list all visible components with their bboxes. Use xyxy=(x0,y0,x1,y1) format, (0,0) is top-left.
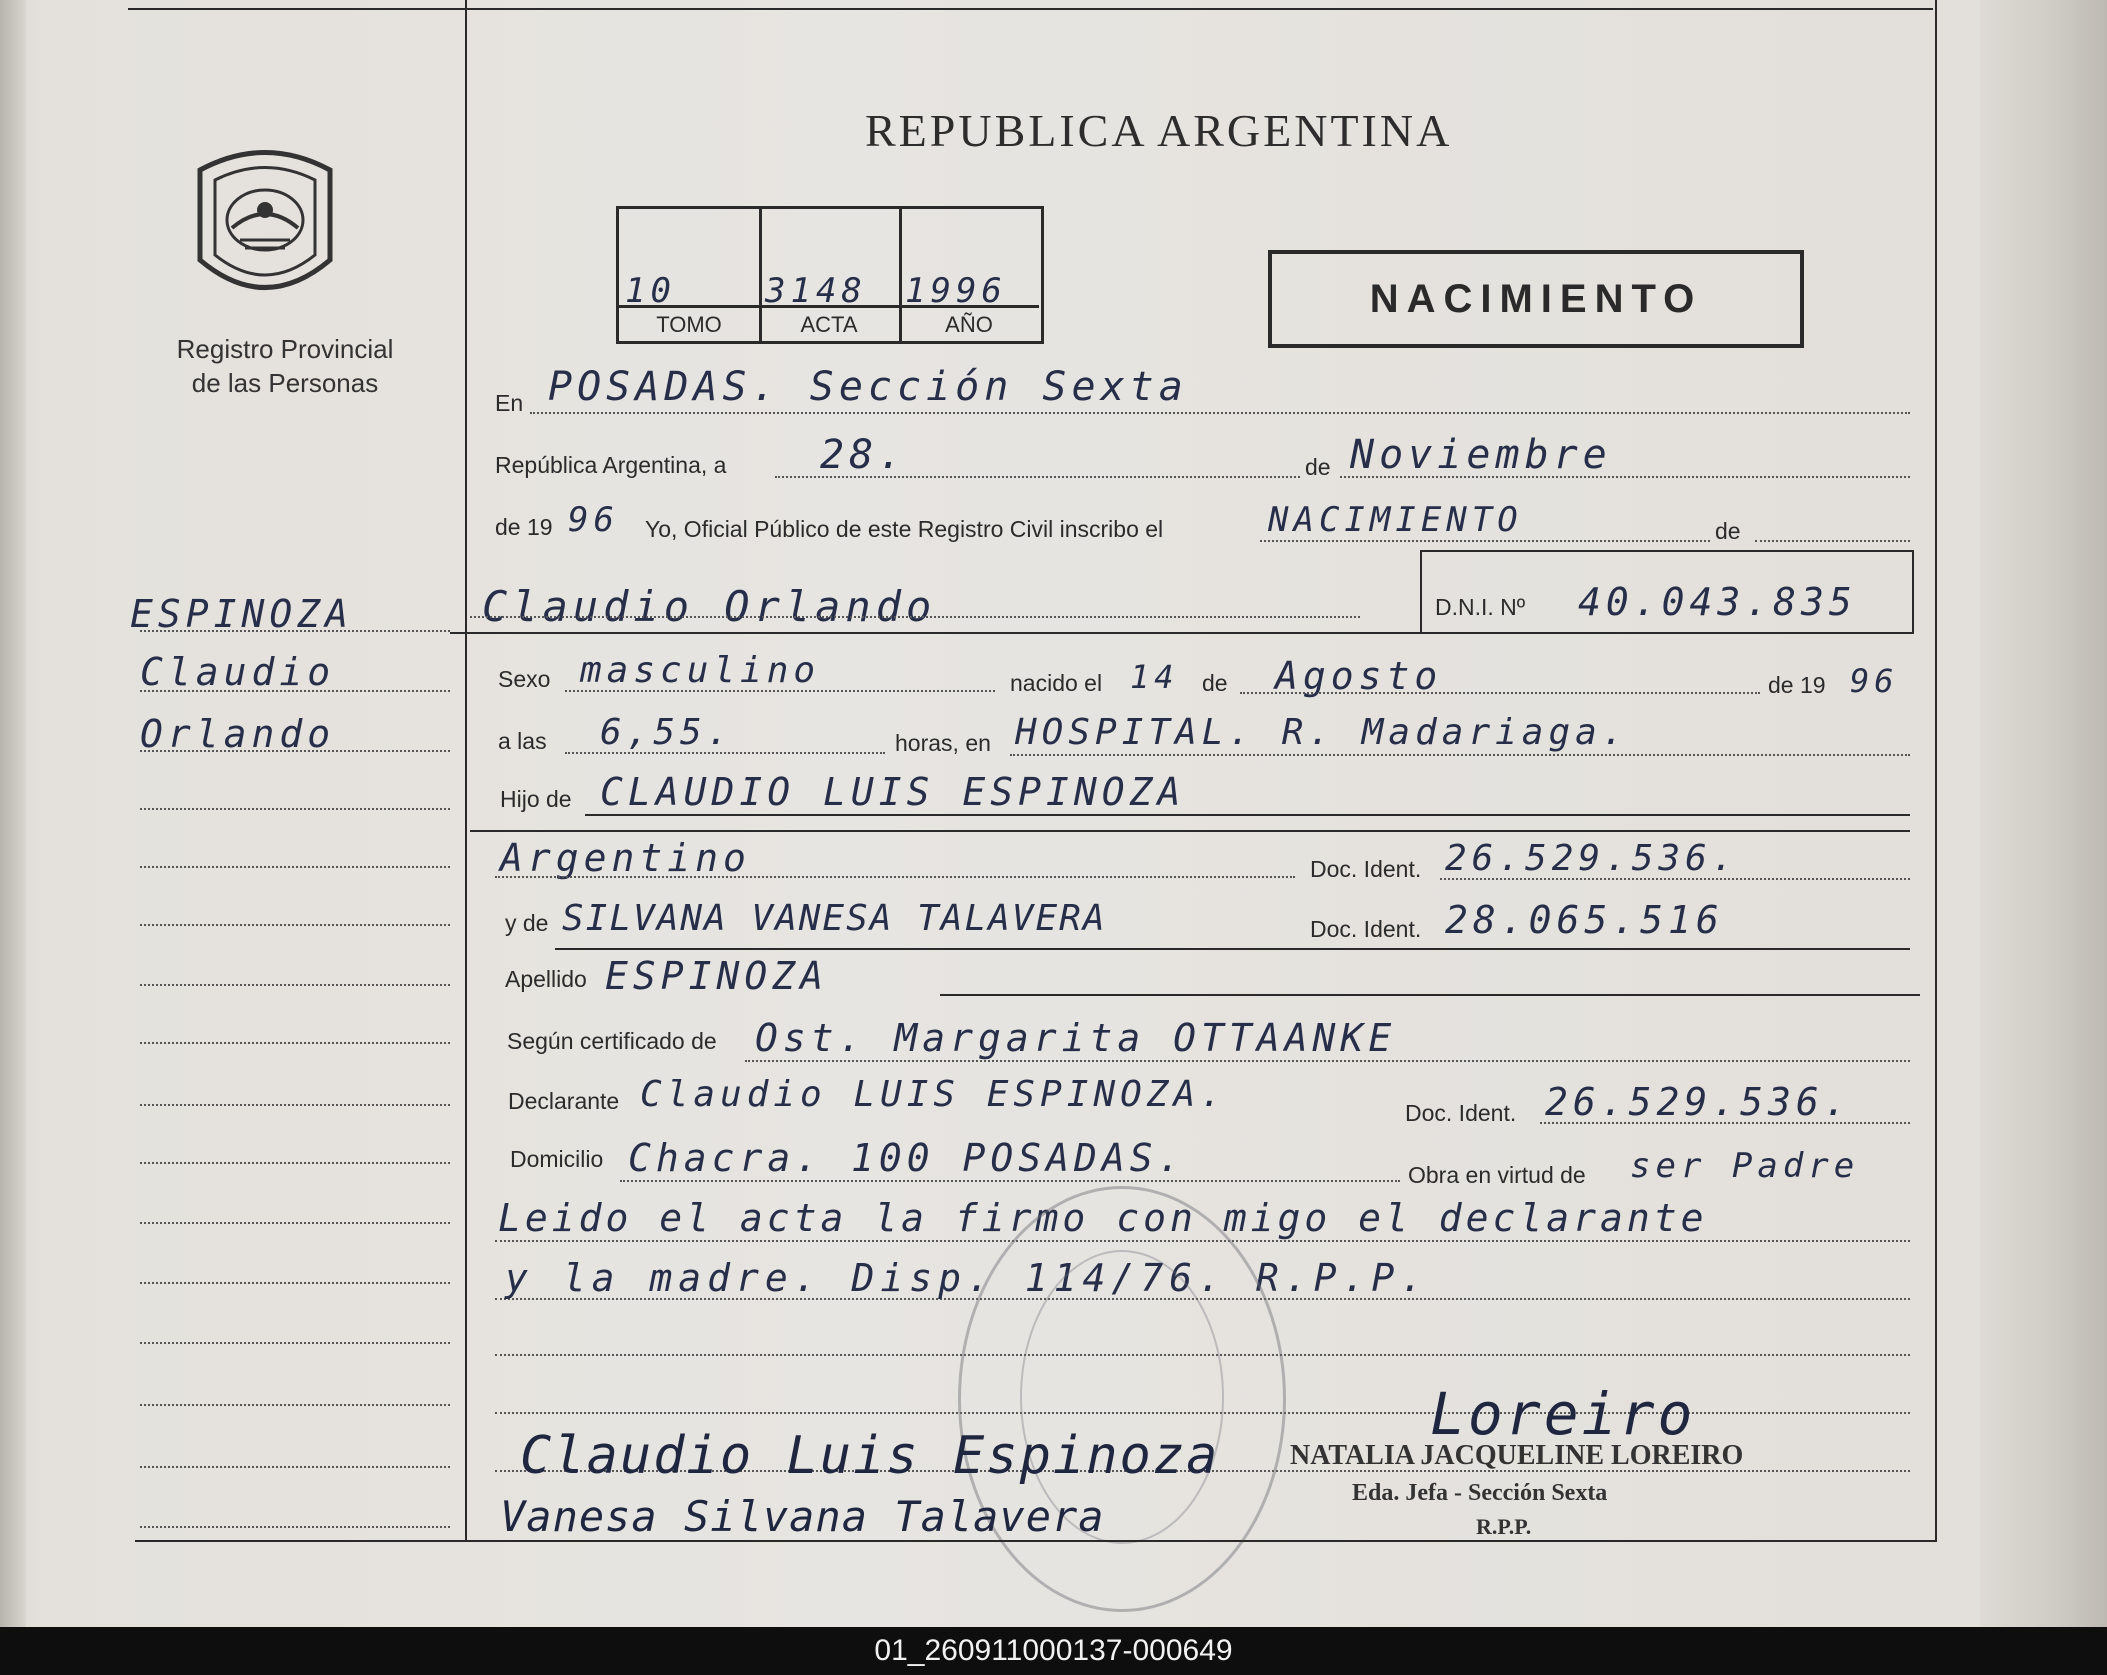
birth-place-value: HOSPITAL. R. Madariaga. xyxy=(1015,712,1629,753)
margin-given-1: Claudio xyxy=(140,650,336,694)
hijo-label: Hijo de xyxy=(500,786,572,812)
section-rule xyxy=(450,632,1910,634)
image-code-footer xyxy=(0,1627,2107,1675)
page-edge-left xyxy=(0,0,26,1627)
father-line xyxy=(585,814,1910,816)
signature-official: Loreiro xyxy=(1430,1380,1696,1448)
birth-place-dotted-line xyxy=(1010,754,1910,756)
ano-label: AÑO xyxy=(899,305,1039,344)
margin-line-11 xyxy=(140,1282,450,1284)
doc-ident-label-3: Doc. Ident. xyxy=(1405,1100,1517,1126)
remarks-line-1: Leido el acta la firmo con migo el declarante xyxy=(498,1196,1708,1240)
margin-line-7 xyxy=(140,1042,450,1044)
declarante-value: Claudio LUIS ESPINOZA. xyxy=(640,1074,1227,1115)
country-title: REPUBLICA ARGENTINA xyxy=(865,105,1453,156)
image-code: 01_260911000137-000649 xyxy=(874,1634,1233,1667)
dni-label: D.N.I. Nº xyxy=(1435,594,1526,620)
birth-day-value: 14 xyxy=(1130,658,1179,696)
margin-surname: ESPINOZA xyxy=(130,592,354,636)
year-suffix-value: 96 xyxy=(568,500,619,540)
margin-line-2 xyxy=(140,750,450,752)
child-given-name: Claudio Orlando xyxy=(482,582,937,631)
margin-line-3 xyxy=(140,808,450,810)
bottom-rule xyxy=(135,1540,1935,1542)
nationality-dotted-line xyxy=(495,876,1295,878)
mother-name: SILVANA VANESA TALAVERA xyxy=(562,898,1107,939)
sexo-value: masculino xyxy=(580,650,821,691)
domicilio-value: Chacra. 100 POSADAS. xyxy=(628,1136,1186,1180)
obra-value: ser Padre xyxy=(1630,1146,1860,1186)
remarks-line-2: y la madre. Disp. 114/76. R.P.P. xyxy=(505,1256,1430,1300)
declarante-doc-value: 26.529.536. xyxy=(1545,1080,1852,1124)
ano-cell xyxy=(899,209,1039,341)
domicilio-dotted-line xyxy=(620,1180,1400,1182)
act-word-value: NACIMIENTO xyxy=(1268,500,1523,540)
de-label: de xyxy=(1305,454,1331,480)
sexo-label: Sexo xyxy=(498,666,551,692)
acta-cell xyxy=(759,209,902,341)
declarante-label: Declarante xyxy=(508,1088,620,1114)
certificado-label: Según certificado de xyxy=(507,1028,717,1054)
mother-line xyxy=(555,948,1910,950)
birth-year-prefix: de 19 xyxy=(1768,672,1826,698)
apellido-value: ESPINOZA xyxy=(605,954,829,998)
nacido-label: nacido el xyxy=(1010,670,1103,696)
birth-month-value: Agosto xyxy=(1275,654,1443,698)
tomo-label: TOMO xyxy=(619,305,759,344)
margin-line-9 xyxy=(140,1162,450,1164)
en-dotted-line xyxy=(530,412,1910,414)
page-edge-right xyxy=(1980,0,2107,1627)
apellido-label: Apellido xyxy=(505,966,587,992)
acta-label: ACTA xyxy=(759,305,899,344)
margin-line-14 xyxy=(140,1466,450,1468)
margin-line-15 xyxy=(140,1526,450,1528)
margin-line-8 xyxy=(140,1104,450,1106)
act-type-box xyxy=(1268,250,1804,348)
de-label-3: de xyxy=(1202,670,1228,696)
acta-value: 3148 xyxy=(765,271,867,311)
act-word-dotted-line xyxy=(1260,540,1710,542)
margin-line-0 xyxy=(140,630,450,632)
domicilio-label: Domicilio xyxy=(510,1146,604,1172)
oficial-text: Yo, Oficial Público de este Registro Civil inscribo el xyxy=(645,516,1164,542)
birth-year-suffix: 96 xyxy=(1850,662,1899,700)
ano-value: 1996 xyxy=(905,271,1007,311)
obra-label: Obra en virtud de xyxy=(1408,1162,1586,1188)
month-value: Noviembre xyxy=(1350,432,1612,478)
signature-father: Claudio Luis Espinoza xyxy=(520,1426,1220,1486)
birth-time-value: 6,55. xyxy=(600,712,734,753)
father-nationality: Argentino xyxy=(500,836,751,880)
registry-name xyxy=(140,332,430,400)
signature-mother: Vanesa Silvana Talavera xyxy=(500,1492,1105,1541)
margin-line-13 xyxy=(140,1404,450,1406)
official-org: R.P.P. xyxy=(1476,1514,1532,1539)
tomo-value: 10 xyxy=(625,271,676,311)
place-value: POSADAS. Sección Sexta xyxy=(548,364,1188,410)
certificado-value: Ost. Margarita OTTAANKE xyxy=(755,1016,1397,1060)
registry-name-line2: de las Personas xyxy=(191,368,379,398)
mother-doc-value: 28.065.516 xyxy=(1445,898,1724,942)
registry-name-line1: Registro Provincial xyxy=(176,334,394,364)
de-dotted-line xyxy=(1755,540,1910,542)
act-type-title: NACIMIENTO xyxy=(1369,276,1703,321)
margin-line-12 xyxy=(140,1342,450,1344)
dni-value: 40.043.835 xyxy=(1578,580,1857,624)
tomo-cell xyxy=(619,209,762,341)
de-label-2: de xyxy=(1715,518,1741,544)
republica-label: República Argentina, a xyxy=(495,452,727,478)
father-doc-value: 26.529.536. xyxy=(1445,838,1739,879)
doc-ident-label-2: Doc. Ident. xyxy=(1310,916,1422,942)
register-number-table xyxy=(616,206,1044,344)
margin-line-4 xyxy=(140,866,450,868)
a-las-label: a las xyxy=(498,728,547,754)
year-prefix-label: de 19 xyxy=(495,514,553,540)
margin-line-6 xyxy=(140,984,450,986)
margin-line-5 xyxy=(140,924,450,926)
misiones-seal-icon xyxy=(170,140,360,310)
father-rule xyxy=(470,830,1910,832)
margin-given-2: Orlando xyxy=(140,712,336,756)
margin-line-1 xyxy=(140,690,450,692)
en-label: En xyxy=(495,390,524,416)
official-name: NATALIA JACQUELINE LOREIRO xyxy=(1290,1440,1744,1471)
doc-ident-label: Doc. Ident. xyxy=(1310,856,1422,882)
y-de-label: y de xyxy=(505,910,549,936)
horas-label: horas, en xyxy=(895,730,991,756)
father-name: CLAUDIO LUIS ESPINOZA xyxy=(600,770,1186,814)
certificado-dotted-line xyxy=(745,1060,1910,1062)
official-title: Eda. Jefa - Sección Sexta xyxy=(1352,1480,1608,1506)
day-value: 28. xyxy=(820,432,908,478)
child-name-dotted-line xyxy=(470,616,1360,618)
margin-line-10 xyxy=(140,1222,450,1224)
apellido-line xyxy=(940,994,1920,996)
